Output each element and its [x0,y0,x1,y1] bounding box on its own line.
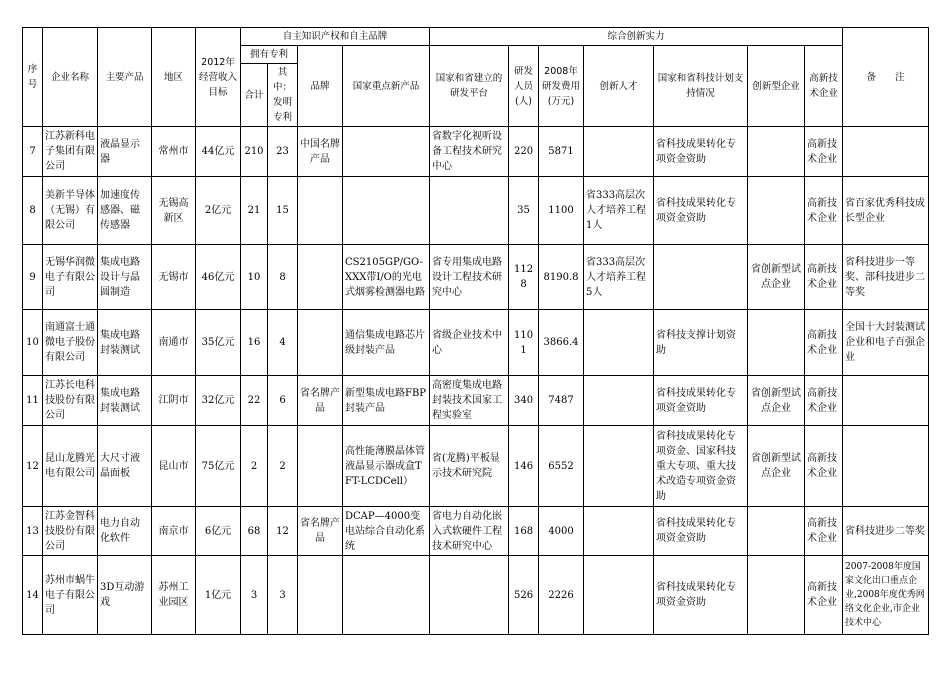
cell-region: 无锡市 [152,245,196,310]
cell-patents-total: 21 [241,177,268,245]
cell-national-product: 新型集成电路FBP封装产品 [343,376,430,426]
cell-talent [584,376,654,426]
cell-rd-cost: 4000 [539,507,584,556]
cell-patents-invention: 12 [268,507,298,556]
cell-product: 大尺寸液晶面板 [98,426,152,507]
cell-national-product: 通信集成电路芯片级封装产品 [343,310,430,376]
cell-hightech: 高新技术企业 [805,556,843,635]
cell-revenue: 6亿元 [196,507,241,556]
cell-hightech: 高新技术企业 [805,245,843,310]
cell-tech-plan: 省科技成果转化专项资金资助 [654,507,748,556]
header-national-product: 国家重点新产品 [343,46,430,127]
cell-tech-plan [654,245,748,310]
cell-patents-invention: 3 [268,556,298,635]
cell-seq: 14 [23,556,43,635]
cell-innov-enterprise [748,507,805,556]
cell-rd-cost: 1100 [539,177,584,245]
header-tech-plan: 国家和省科技计划支持情况 [654,46,748,127]
cell-revenue: 75亿元 [196,426,241,507]
cell-innov-enterprise [748,310,805,376]
table-row [23,177,929,245]
company-table-sheet [22,27,928,635]
cell-seq: 7 [23,127,43,177]
header-seq: 序号 [23,28,43,127]
cell-tech-plan: 省科技支撑计划资助 [654,310,748,376]
cell-revenue: 32亿元 [196,376,241,426]
cell-tech-plan: 省科技成果转化专项资金资助 [654,177,748,245]
cell-company: 江苏新科电子集团有限公司 [43,127,98,177]
cell-seq: 12 [23,426,43,507]
table-row [23,426,929,507]
cell-region: 南京市 [152,507,196,556]
cell-patents-invention: 6 [268,376,298,426]
cell-patents-invention: 2 [268,426,298,507]
cell-innov-enterprise [748,177,805,245]
header-ip-group: 自主知识产权和自主品牌 [241,28,430,46]
cell-hightech: 高新技术企业 [805,310,843,376]
header-patents-invention: 其中：发明专利 [268,64,298,127]
cell-seq: 11 [23,376,43,426]
cell-talent [584,127,654,177]
header-innovation-group: 综合创新实力 [430,28,843,46]
cell-region: 常州市 [152,127,196,177]
cell-innov-enterprise: 省创新型试点企业 [748,245,805,310]
cell-hightech: 高新技术企业 [805,177,843,245]
cell-talent [584,507,654,556]
cell-patents-total: 68 [241,507,268,556]
cell-remark: 省科技进步一等奖、部科技进步二等奖 [843,245,929,310]
cell-region: 江阴市 [152,376,196,426]
cell-rd-staff: 1128 [509,245,539,310]
cell-brand [298,310,343,376]
cell-patents-total: 210 [241,127,268,177]
cell-hightech: 高新技术企业 [805,376,843,426]
cell-rd-staff: 340 [509,376,539,426]
cell-remark: 全国十大封装测试企业和电子百强企业 [843,310,929,376]
cell-remark: 2007-2008年度国家文化出口重点企业,2008年度优秀网络文化企业,市企业技术中心 [843,556,929,635]
cell-rd-platform [430,177,509,245]
cell-company: 南通富士通微电子股份有限公司 [43,310,98,376]
cell-product: 液晶显示器 [98,127,152,177]
header-product: 主要产品 [98,28,152,127]
cell-patents-total: 3 [241,556,268,635]
cell-innov-enterprise: 省创新型试点企业 [748,426,805,507]
cell-brand: 中国名牌产品 [298,127,343,177]
cell-rd-platform: 省专用集成电路设计工程技术研究中心 [430,245,509,310]
cell-rd-staff: 526 [509,556,539,635]
cell-brand [298,245,343,310]
cell-revenue: 2亿元 [196,177,241,245]
header-region: 地区 [152,28,196,127]
cell-innov-enterprise [748,127,805,177]
cell-tech-plan: 省科技成果转化专项资金资助 [654,127,748,177]
cell-talent: 省333高层次人才培养工程1人 [584,177,654,245]
cell-revenue: 44亿元 [196,127,241,177]
cell-rd-cost: 8190.8 [539,245,584,310]
cell-region: 昆山市 [152,426,196,507]
cell-seq: 9 [23,245,43,310]
cell-patents-total: 16 [241,310,268,376]
table-row [23,310,929,376]
header-innov-enterprise: 创新型企业 [748,46,805,127]
cell-company: 江苏金智科技股份有限公司 [43,507,98,556]
header-remark: 备 注 [843,28,929,127]
cell-tech-plan: 省科技成果转化专项资金资助 [654,556,748,635]
cell-company: 美新半导体（无锡）有限公司 [43,177,98,245]
cell-national-product [343,127,430,177]
cell-patents-total: 10 [241,245,268,310]
header-rd-platform: 国家和省建立的研发平台 [430,46,509,127]
table-row [23,245,929,310]
cell-seq: 13 [23,507,43,556]
table-row [23,507,929,556]
cell-patents-invention: 8 [268,245,298,310]
cell-rd-cost: 5871 [539,127,584,177]
cell-seq: 8 [23,177,43,245]
cell-product: 集成电路封装测试 [98,310,152,376]
cell-hightech: 高新技术企业 [805,507,843,556]
cell-patents-total: 2 [241,426,268,507]
cell-rd-platform: 省电力自动化嵌入式软硬件工程技术研究中心 [430,507,509,556]
cell-talent [584,310,654,376]
cell-national-product [343,556,430,635]
cell-rd-cost: 3866.4 [539,310,584,376]
cell-rd-platform: 省级企业技术中心 [430,310,509,376]
cell-brand [298,556,343,635]
header-patents-total: 合计 [241,64,268,127]
cell-brand [298,426,343,507]
header-hightech: 高新技术企业 [805,46,843,127]
cell-talent [584,556,654,635]
cell-innov-enterprise [748,556,805,635]
cell-talent: 省333高层次人才培养工程5人 [584,245,654,310]
cell-rd-staff: 220 [509,127,539,177]
cell-company: 苏州市蜗牛电子有限公司 [43,556,98,635]
cell-revenue: 35亿元 [196,310,241,376]
cell-remark [843,426,929,507]
header-patents-group: 拥有专利 [241,46,298,64]
cell-patents-invention: 15 [268,177,298,245]
cell-national-product: DCAP—4000变电站综合自动化系统 [343,507,430,556]
cell-region: 南通市 [152,310,196,376]
cell-national-product [343,177,430,245]
cell-remark: 省科技进步二等奖 [843,507,929,556]
cell-rd-platform: 高密度集成电路封装技术国家工程实验室 [430,376,509,426]
cell-remark [843,376,929,426]
cell-talent [584,426,654,507]
cell-company: 昆山龙腾光电有限公司 [43,426,98,507]
cell-brand: 省名牌产品 [298,376,343,426]
cell-revenue: 46亿元 [196,245,241,310]
cell-hightech: 高新技术企业 [805,426,843,507]
cell-rd-staff: 168 [509,507,539,556]
table-row [23,556,929,635]
table-row [23,127,929,177]
cell-hightech: 高新技术企业 [805,127,843,177]
cell-product: 电力自动化软件 [98,507,152,556]
cell-rd-platform: 省数字化视听设备工程技术研究中心 [430,127,509,177]
cell-rd-cost: 7487 [539,376,584,426]
cell-rd-platform [430,556,509,635]
cell-product: 集成电路封装测试 [98,376,152,426]
cell-revenue: 1亿元 [196,556,241,635]
cell-patents-invention: 4 [268,310,298,376]
cell-rd-staff: 146 [509,426,539,507]
header-rd-staff: 研发人员(人) [509,46,539,127]
cell-product: 集成电路设计与晶圆制造 [98,245,152,310]
cell-brand: 省名牌产品 [298,507,343,556]
cell-company: 无锡华润微电子有限公司 [43,245,98,310]
cell-rd-cost: 2226 [539,556,584,635]
cell-patents-total: 22 [241,376,268,426]
cell-innov-enterprise: 省创新型试点企业 [748,376,805,426]
header-revenue: 2012年经营收入目标 [196,28,241,127]
company-table [22,27,929,635]
cell-remark [843,127,929,177]
cell-national-product: 高性能薄膜晶体管液晶显示器成盒TFT-LCDCell） [343,426,430,507]
cell-tech-plan: 省科技成果转化专项资金、国家科技重大专项、重大技术改造专项资金资助 [654,426,748,507]
cell-national-product: CS2105GP/GO-XXX带I/O的光电式烟雾检测器电路 [343,245,430,310]
cell-tech-plan: 省科技成果转化专项资金资助 [654,376,748,426]
header-talent: 创新人才 [584,46,654,127]
cell-seq: 10 [23,310,43,376]
cell-region: 无锡高新区 [152,177,196,245]
cell-region: 苏州工业园区 [152,556,196,635]
header-brand: 品牌 [298,46,343,127]
cell-rd-cost: 6552 [539,426,584,507]
cell-product: 加速度传感器、磁传感器 [98,177,152,245]
header-rd-cost: 2008年研发费用(万元) [539,46,584,127]
cell-company: 江苏长电科技股份有限公司 [43,376,98,426]
cell-remark: 省百家优秀科技成长型企业 [843,177,929,245]
cell-patents-invention: 23 [268,127,298,177]
header-company: 企业名称 [43,28,98,127]
cell-rd-staff: 35 [509,177,539,245]
table-row [23,376,929,426]
cell-brand [298,177,343,245]
cell-rd-platform: 省(龙腾)平板显示技术研究院 [430,426,509,507]
cell-product: 3D互动游戏 [98,556,152,635]
cell-rd-staff: 1101 [509,310,539,376]
